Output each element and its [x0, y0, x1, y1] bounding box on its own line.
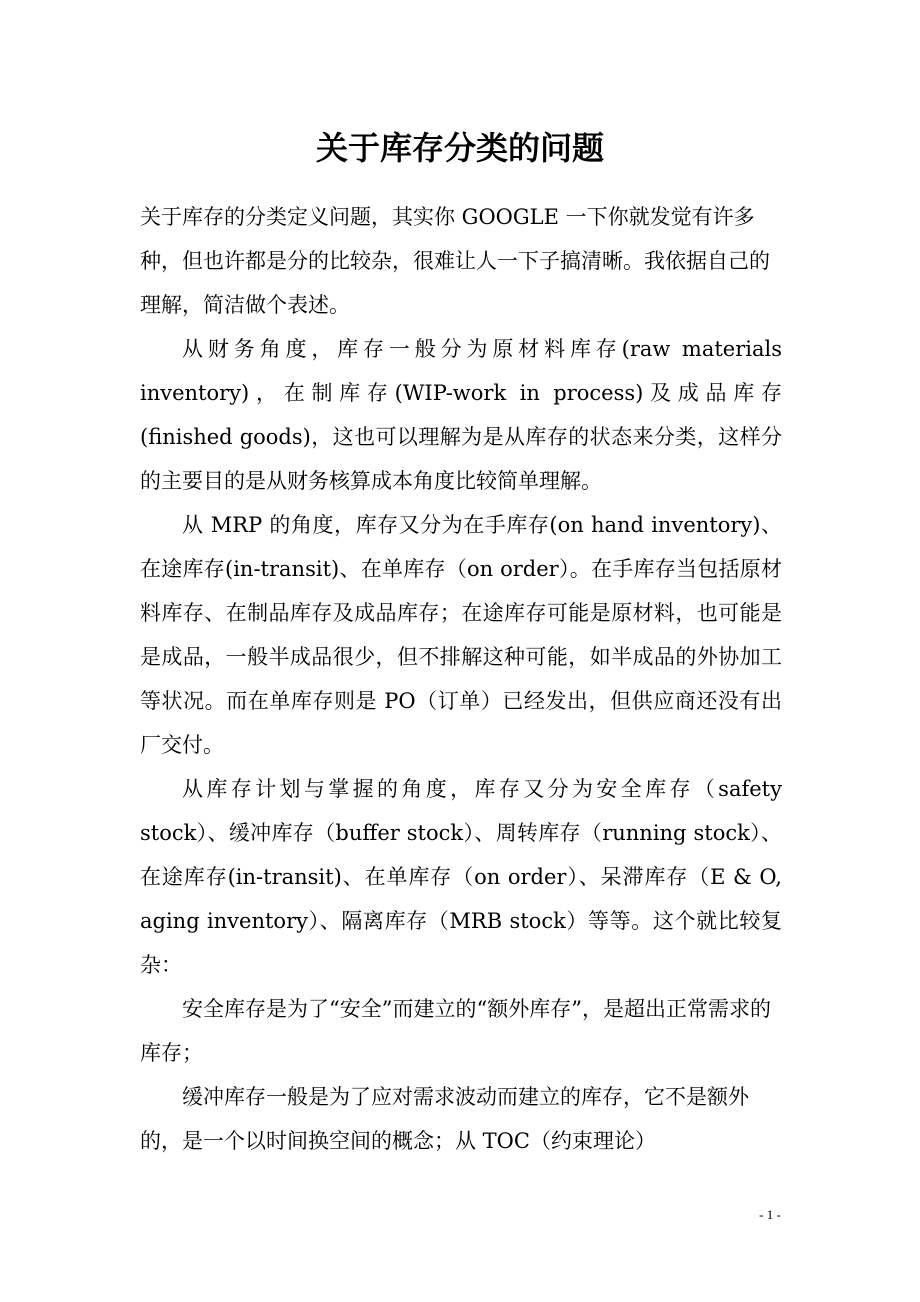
paragraph-finance-view: 从财务角度，库存一般分为原材料库存(raw materials inventory)，在制库存(WIP-work in process)及成品库存(finished goods)，这也可以理解为是从库存的状态来分类，这样分的主要目的是从财务核算成本角度比较简单理解。 — [140, 337, 782, 493]
page-number: - 1 - — [759, 1207, 781, 1222]
paragraph-mrp-view: 从 MRP 的角度，库存又分为在手库存(on hand inventory)、在途库存(in-transit)、在单库存（on order）。在手库存当包括原材料库存、在制品库存及成品库存；在途库存可能是原材料，也可能是是成品，一般半成品很少，但不排解这种可能，如半成品的外协加工等状况。而在单库存则是 PO（订单）已经发出，但供应商还没有出厂交付。 — [140, 513, 782, 757]
paragraph-intro: 关于库存的分类定义问题，其实你 GOOGLE 一下你就发觉有许多种，但也许都是分的比较杂，很难让人一下子搞清晰。我依据自己的理解，简洁做个表述。 — [140, 205, 770, 317]
document-title: 关于库存分类的问题 — [315, 129, 604, 167]
paragraph-planning-view: 从库存计划与掌握的角度，库存又分为安全库存（safety stock）、缓冲库存（buffer stock）、周转库存（running stock）、在途库存(in-transit)、在单库存（on order）、呆滞库存（E & O, aging inventory）、隔离库存（MRB stock）等等。这个就比较复杂： — [140, 777, 782, 977]
document-body — [140, 195, 782, 1163]
paragraph-safety-stock: 安全库存是为了“安全”而建立的“额外库存”，是超出正常需求的库存； — [140, 997, 771, 1065]
paragraph-buffer-stock: 缓冲库存一般是为了应对需求波动而建立的库存，它不是额外的，是一个以时间换空间的概念；从 TOC（约束理论） — [140, 1085, 749, 1153]
